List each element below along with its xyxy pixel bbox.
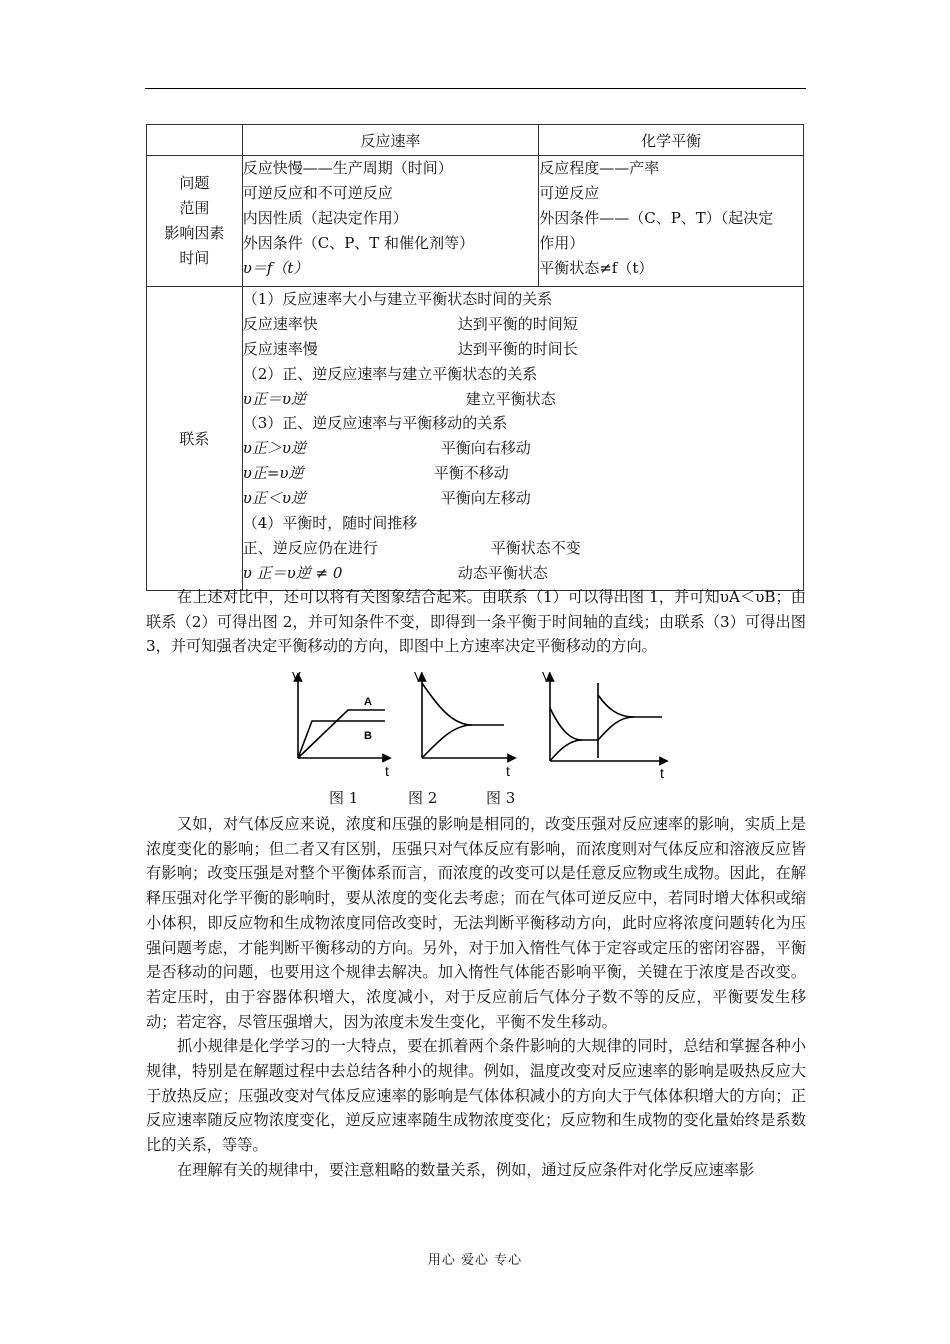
relation-a: υ 正＝υ逆 ≠ 0 xyxy=(242,563,343,582)
fig3-axis-v: V xyxy=(542,669,551,684)
equilibrium-line: 可逆反应 xyxy=(539,184,600,202)
rate-line: 可逆反应和不可逆反应 xyxy=(242,184,393,202)
comparison-table xyxy=(146,124,804,591)
relation-a: 反应速率快 xyxy=(242,314,318,333)
relation-a: （2）正、逆反应速率与建立平衡状态的关系 xyxy=(242,364,538,383)
fig3-forward-curve-1 xyxy=(550,708,598,740)
intro-paragraph-block xyxy=(146,585,806,659)
equilibrium-line: 外因条件——（C、P、T）（起决定 xyxy=(539,209,774,227)
relation-a: （3）正、逆反应速率与平衡移动的关系 xyxy=(242,414,508,433)
relation-line xyxy=(243,337,803,362)
relation-b: 达到平衡的时间短 xyxy=(457,314,578,333)
row-label-relations: 联系 xyxy=(147,287,243,591)
figure-1 xyxy=(298,677,387,758)
relation-b: 平衡向右移动 xyxy=(440,439,531,458)
header-rule xyxy=(145,88,806,89)
relation-b: 平衡向左移动 xyxy=(440,489,531,508)
relation-a: 正、逆反应仍在进行 xyxy=(242,538,378,557)
relation-line xyxy=(243,362,803,387)
row-label-line: 时间 xyxy=(179,249,210,267)
relation-a: （1）反应速率大小与建立平衡状态时间的关系 xyxy=(242,290,553,308)
fig1-label-a: A xyxy=(364,696,372,708)
paragraph-pressure: 又如，对气体反应来说，浓度和压强的影响是相同的，改变压强对反应速率的影响，实质上是浓度变化的影响；但二者又有区别，压强只对气体反应有影响，而浓度则对气体反应和溶液反应皆有影响；改变压强是对整个平衡体系而言，而浓度的改变可以是任意反应物或生成物。因此，在解释压强对化学平衡的影响时，要从浓度的变化去考虑；而在气体可逆反应中，若同时增大体积或缩小体积，即反应物和生成物浓度同倍改变时，无法判断平衡移动方向，此时应将浓度问题转化为压强问题考虑，才能判断平衡移动的方向。另外，对于加入惰性气体于定容或定压的密闭容器，平衡是否移动的问题，也要用这个规律去解决。加入惰性气体能否影响平衡，关键在于浓度是否改变。若定压时，由于容器体积增大，浓度减小，对于反应前后气体分子数不等的反应，平衡要发生移动；若定容，尽管压强增大，因为浓度未发生变化，平衡不发生移动。 xyxy=(146,815,806,1031)
figure-3 xyxy=(550,677,664,761)
relation-a: υ正＞υ逆 xyxy=(242,439,306,458)
row-label-line: 范围 xyxy=(179,199,210,217)
relation-line xyxy=(243,312,803,337)
relation-b: 平衡不移动 xyxy=(433,464,509,483)
equilibrium-cell xyxy=(539,156,804,287)
rate-time-figures xyxy=(282,663,682,783)
relation-line xyxy=(243,461,803,486)
fig3-reverse-curve-2 xyxy=(598,717,634,740)
relation-b: 动态平衡状态 xyxy=(457,563,548,582)
relation-line xyxy=(243,387,803,412)
equilibrium-line: 平衡状态≠f（t） xyxy=(539,259,654,277)
header-chemical-equilibrium: 化学平衡 xyxy=(539,125,804,156)
relation-a: υ正＜υ逆 xyxy=(242,489,306,508)
relation-b: 达到平衡的时间长 xyxy=(457,339,578,358)
intro-paragraph: 在上述对比中，还可以将有关图象结合起来。由联系（1）可以得出图 1，并可知υA＜υB；由联系（2）可得出图 2，并可知条件不变，即得到一条平衡于时间轴的直线；由联系（3）可得出图 3，并可知强者决定平衡移动的方向，即图中上方速率决定平衡移动的方向。 xyxy=(146,588,806,656)
figure-2-caption: 图 2 xyxy=(408,789,438,807)
table-row-relations xyxy=(147,287,804,591)
row-label-line: 影响因素 xyxy=(164,224,225,242)
table-corner-cell xyxy=(147,125,243,156)
table-row-problems xyxy=(147,156,804,287)
relation-line xyxy=(243,486,803,511)
rate-cell xyxy=(242,156,539,287)
relations-cell xyxy=(242,287,803,591)
fig2-axis-v: V xyxy=(414,669,423,684)
figure-2 xyxy=(422,677,512,758)
relation-line xyxy=(243,536,803,561)
fig1-axis-t: t xyxy=(385,763,389,779)
fig3-axis-t: t xyxy=(660,765,664,781)
fig2-reverse-curve xyxy=(422,725,472,758)
relation-line xyxy=(243,436,803,461)
relation-a: （4）平衡时，随时间推移 xyxy=(242,514,418,533)
row-label-line: 问题 xyxy=(179,174,210,192)
relation-line xyxy=(243,287,803,312)
relation-b: 建立平衡状态 xyxy=(465,389,556,408)
equilibrium-line: 作用） xyxy=(539,234,585,252)
header-reaction-rate: 反应速率 xyxy=(242,125,539,156)
fig1-label-b: B xyxy=(364,730,372,742)
relation-line xyxy=(243,511,803,536)
fig3-reverse-curve-1 xyxy=(550,740,582,761)
relation-a: υ正＝υ逆 xyxy=(242,389,306,408)
rate-line: 内因性质（起决定作用） xyxy=(242,209,408,227)
fig2-axis-t: t xyxy=(506,763,510,779)
rate-line: υ＝f（t） xyxy=(242,259,309,277)
figure-3-caption: 图 3 xyxy=(486,789,516,807)
equilibrium-line: 反应程度——产率 xyxy=(539,159,660,177)
relation-b: 平衡状态不变 xyxy=(490,538,581,557)
relation-a: υ正=υ逆 xyxy=(242,464,304,483)
fig1-axis-v: V xyxy=(292,669,301,684)
row-label-problems xyxy=(147,156,243,287)
page-footer: 用心 爱心 专心 xyxy=(427,1253,523,1268)
relation-line xyxy=(243,411,803,436)
fig3-forward-curve-2 xyxy=(598,695,662,717)
paragraph-quantities: 在理解有关的规律中，要注意粗略的数量关系，例如，通过反应条件对化学反应速率影 xyxy=(177,1160,755,1179)
paragraph-small-rules: 抓小规律是化学学习的一大特点，要在抓着两个条件影响的大规律的同时，总结和掌握各种小规律，特别是在解题过程中去总结各种小的规律。例如，温度改变对反应速率的影响是吸热反应大于放热反应；压强改变对气体反应速率的影响是气体体积减小的方向大于气体体积增大的方向；正反应速率随反应物浓度变化，逆反应速率随生成物浓度变化；反应物和生成物的变化量始终是系数比的关系，等等。 xyxy=(146,1037,806,1155)
body-paragraphs xyxy=(146,812,806,1183)
relation-a: 反应速率慢 xyxy=(242,339,318,358)
relation-line xyxy=(243,561,803,586)
rate-line: 外因条件（C、P、T 和催化剂等） xyxy=(242,234,475,252)
fig2-forward-curve xyxy=(422,683,504,725)
figure-1-caption: 图 1 xyxy=(329,789,359,807)
table-header-row xyxy=(147,125,804,156)
rate-line: 反应快慢——生产周期（时间） xyxy=(242,159,453,177)
